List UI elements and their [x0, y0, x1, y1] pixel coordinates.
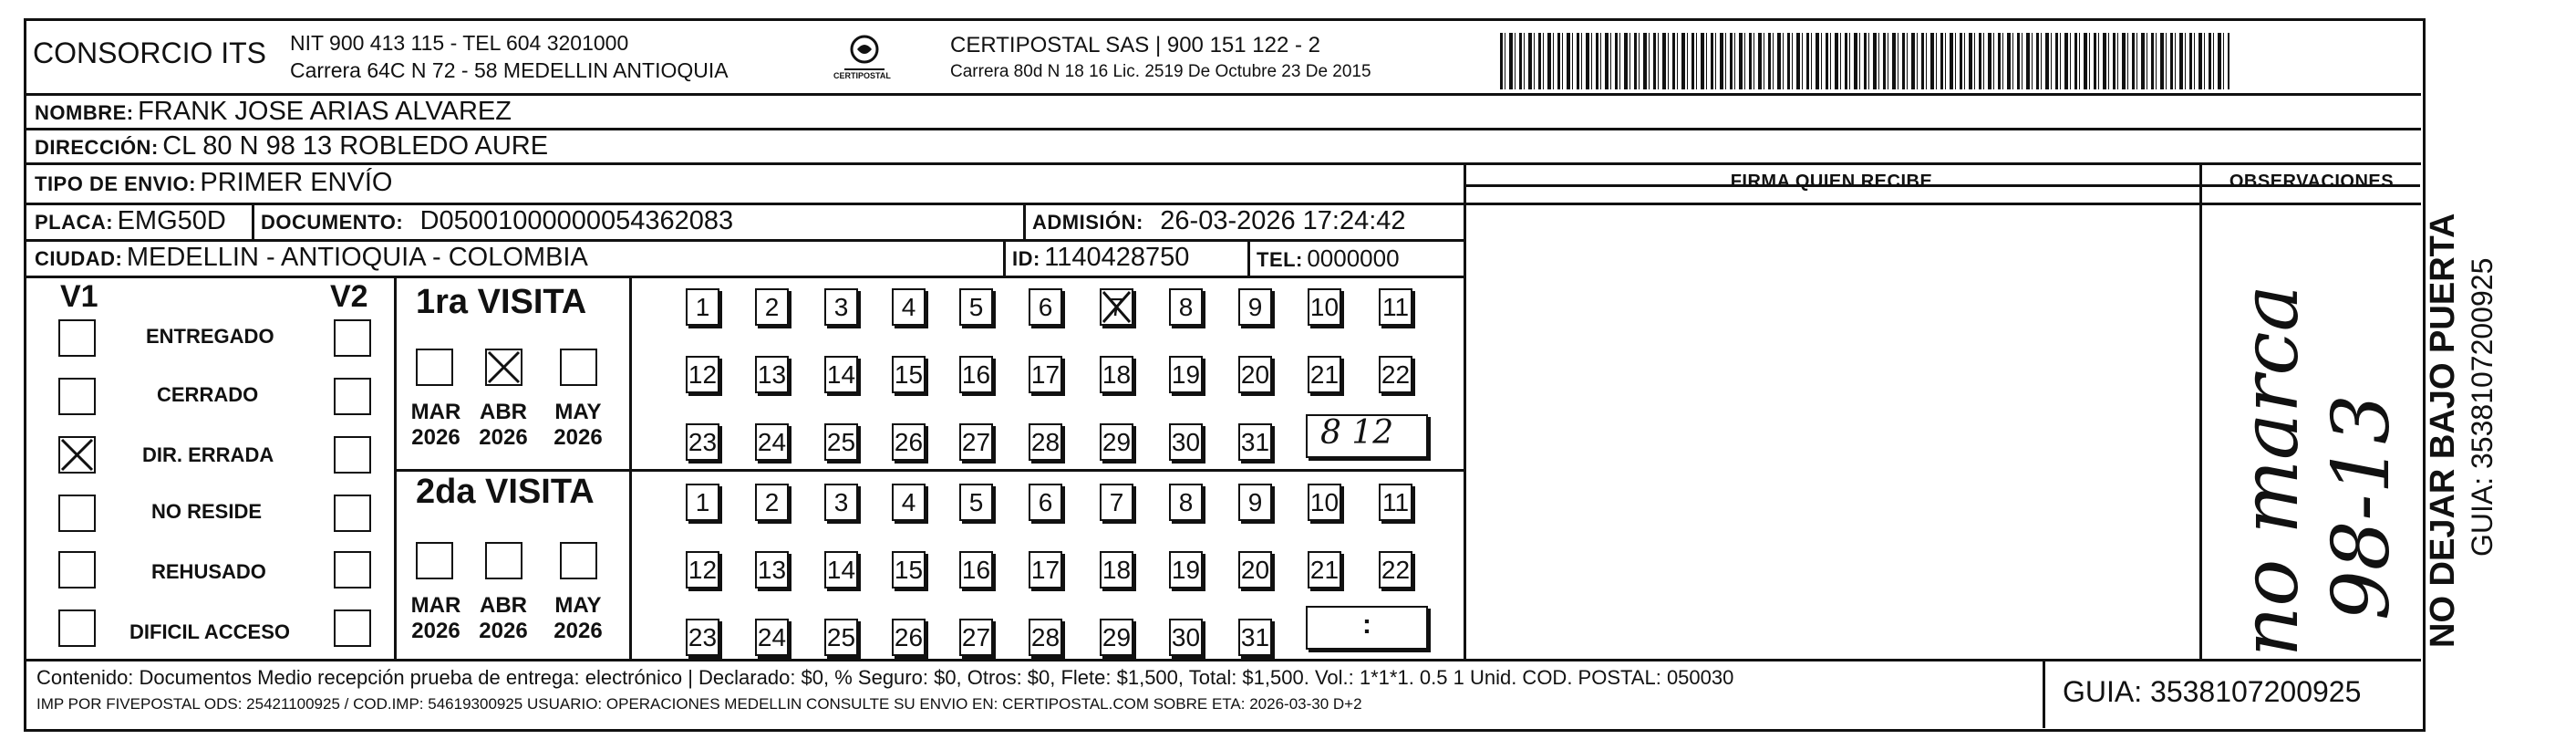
visit2-mar-checkbox[interactable] [416, 542, 453, 579]
visit2-month-mar: MAR [410, 593, 461, 618]
v1-rehusado-checkbox[interactable] [58, 551, 96, 589]
v2-dificil-acceso-checkbox[interactable] [334, 609, 371, 647]
company-nit: NIT 900 413 115 - TEL 604 3201000 [290, 31, 629, 55]
placa-label: PLACA: [35, 211, 114, 234]
direccion-label: DIRECCIÓN: [35, 136, 159, 159]
tel-label: TEL: [1257, 248, 1303, 271]
visit2-day-21[interactable]: 21 [1308, 551, 1341, 589]
v1-label: V1 [60, 279, 98, 314]
visit1-day-25[interactable]: 25 [824, 423, 858, 461]
placa-value: EMG50D [117, 206, 226, 235]
visit2-year-mar: 2026 [411, 619, 460, 643]
visit1-day-31[interactable]: 31 [1238, 423, 1272, 461]
visit1-day-13[interactable]: 13 [755, 356, 789, 393]
visit2-may-checkbox[interactable] [560, 542, 597, 579]
divider [2043, 659, 2045, 728]
visit2-day-18[interactable]: 18 [1100, 551, 1133, 589]
visit1-year-may: 2026 [553, 425, 603, 450]
ciudad-row [35, 243, 588, 273]
visit2-day-13[interactable]: 13 [755, 551, 789, 589]
visit2-year-abr: 2026 [479, 619, 528, 643]
divider [1003, 239, 1006, 276]
admision-row [1032, 206, 1406, 236]
divider [1023, 203, 1026, 239]
visit2-day-3[interactable]: 3 [824, 484, 858, 521]
visit2-day-20[interactable]: 20 [1238, 551, 1272, 589]
visit1-day-5[interactable]: 5 [959, 288, 993, 326]
divider [1464, 162, 1466, 660]
tipo-row [35, 168, 392, 198]
documento-label: DOCUMENTO: [261, 211, 404, 234]
barcode [1500, 33, 2229, 89]
visit1-day-4[interactable]: 4 [892, 288, 926, 326]
footer-info-line: IMP POR FIVEPOSTAL ODS: 25421100925 / COD.IMP: 54619300925 USUARIO: OPERACIONES MEDELLIN CONSULTE SU ENVIO EN: CERTIPOSTAL.COM SOBRE ETA: 2026-03-30 D+2 [36, 695, 1362, 713]
visit2-day-26[interactable]: 26 [892, 619, 926, 656]
visit1-day-10[interactable]: 10 [1308, 288, 1341, 326]
v2-label: V2 [330, 279, 368, 314]
check-x-icon [60, 438, 94, 472]
logo-text: CERTIPOSTAL [833, 71, 891, 80]
tel-value: 0000000 [1307, 245, 1400, 272]
admision-label: ADMISIÓN: [1032, 211, 1143, 234]
v2-dir-errada-checkbox[interactable] [334, 436, 371, 474]
documento-row [261, 206, 733, 236]
nombre-row [35, 97, 512, 127]
visit2-day-9[interactable]: 9 [1238, 484, 1272, 521]
check-x-icon [487, 350, 521, 384]
company-name: CONSORCIO ITS [33, 36, 267, 69]
visit1-day-7[interactable]: 7 [1100, 288, 1133, 326]
tel-row [1257, 245, 1400, 273]
visit2-title: 2da VISITA [416, 473, 595, 511]
visit2-day-25[interactable]: 25 [824, 619, 858, 656]
visit2-time-field[interactable] [1306, 606, 1428, 650]
divider [26, 659, 2421, 661]
visit2-day-10[interactable]: 10 [1308, 484, 1341, 521]
divider [629, 276, 632, 659]
direccion-row [35, 131, 548, 161]
v1-entregado-checkbox[interactable] [58, 319, 96, 357]
visit2-day-27[interactable]: 27 [959, 619, 993, 656]
company-address: Carrera 64C N 72 - 58 MEDELLIN ANTIOQUIA [290, 58, 729, 82]
visit2-day-17[interactable]: 17 [1029, 551, 1062, 589]
visit1-time-field[interactable] [1306, 414, 1428, 458]
footer-content-line: Contenido: Documentos Medio recepción prueba de entrega: electrónico | Declarado: $0, % Seguro: $0, Otros: $0, Flete: $1,500, Total: $1,500. Vol.: 1*1*1. 0.5 1 Unid. COD. POSTAL: 050030 [36, 666, 1734, 689]
visit1-mar-checkbox[interactable] [416, 349, 453, 386]
visit1-day-30[interactable]: 30 [1169, 423, 1203, 461]
visit1-day-18[interactable]: 18 [1100, 356, 1133, 393]
divider [26, 128, 2421, 130]
divider [26, 162, 2421, 165]
documento-value: D05001000000054362083 [419, 206, 734, 235]
id-label: ID: [1012, 247, 1040, 270]
visit1-month-may: MAY [554, 400, 602, 424]
visit2-day-2[interactable]: 2 [755, 484, 789, 521]
v1-dir-errada-checkbox[interactable] [58, 436, 96, 474]
visit1-day-22[interactable]: 22 [1379, 356, 1412, 393]
divider [2199, 162, 2202, 660]
footer-guia: GUIA: 3538107200925 [2063, 675, 2362, 708]
visit1-year-mar: 2026 [411, 425, 460, 450]
visit2-day-14[interactable]: 14 [824, 551, 858, 589]
visit2-day-5[interactable]: 5 [959, 484, 993, 521]
tipo-value: PRIMER ENVÍO [200, 168, 393, 197]
visit2-month-abr: ABR [480, 593, 527, 618]
courier-address: Carrera 80d N 18 16 Lic. 2519 De Octubre 23 De 2015 [950, 62, 1371, 81]
visit2-day-11[interactable]: 11 [1379, 484, 1412, 521]
id-value: 1140428750 [1044, 243, 1190, 272]
v2-entregado-checkbox[interactable] [334, 319, 371, 357]
visit1-day-20[interactable]: 20 [1238, 356, 1272, 393]
visit2-day-15[interactable]: 15 [892, 551, 926, 589]
nombre-label: NOMBRE: [35, 101, 134, 124]
visit1-may-checkbox[interactable] [560, 349, 597, 386]
v1-dificil-acceso-checkbox[interactable] [58, 609, 96, 647]
divider [394, 276, 397, 659]
visit2-abr-checkbox[interactable] [485, 542, 522, 579]
visit2-day-4[interactable]: 4 [892, 484, 926, 521]
visit1-day-6[interactable]: 6 [1029, 288, 1062, 326]
visit2-day-8[interactable]: 8 [1169, 484, 1203, 521]
divider [1247, 239, 1250, 276]
visit1-abr-checkbox[interactable] [485, 349, 522, 386]
v1-cerrado-checkbox[interactable] [58, 378, 96, 415]
visit2-day-6[interactable]: 6 [1029, 484, 1062, 521]
v2-no-reside-checkbox[interactable] [334, 495, 371, 532]
visit1-day-15[interactable]: 15 [892, 356, 926, 393]
visit1-day-16[interactable]: 16 [959, 356, 993, 393]
courier-name: CERTIPOSTAL SAS | 900 151 122 - 2 [950, 33, 1320, 57]
option-entregado: ENTREGADO [146, 325, 274, 348]
visit1-day-2[interactable]: 2 [755, 288, 789, 326]
visit1-year-abr: 2026 [479, 425, 528, 450]
divider [26, 276, 1464, 278]
visit1-day-8[interactable]: 8 [1169, 288, 1203, 326]
visit1-day-28[interactable]: 28 [1029, 423, 1062, 461]
visit1-day-24[interactable]: 24 [755, 423, 789, 461]
visit2-day-31[interactable]: 31 [1238, 619, 1272, 656]
handwritten-address: 98-13 [2316, 394, 2407, 620]
nombre-value: FRANK JOSE ARIAS ALVAREZ [138, 97, 512, 126]
visit2-day-7[interactable]: 7 [1100, 484, 1133, 521]
side-warning: NO DEJAR BAJO PUERTA [2424, 213, 2462, 648]
v2-rehusado-checkbox[interactable] [334, 551, 371, 589]
visit2-day-12[interactable]: 12 [686, 551, 719, 589]
visit1-day-1[interactable]: 1 [686, 288, 719, 326]
visit1-day-3[interactable]: 3 [824, 288, 858, 326]
visit1-day-26[interactable]: 26 [892, 423, 926, 461]
divider [26, 203, 2421, 205]
v2-cerrado-checkbox[interactable] [334, 378, 371, 415]
side-guia: GUIA: 3538107200925 [2466, 257, 2498, 557]
visit2-day-22[interactable]: 22 [1379, 551, 1412, 589]
visit1-day-21[interactable]: 21 [1308, 356, 1341, 393]
visit1-month-abr: ABR [480, 400, 527, 424]
option-no-reside: NO RESIDE [151, 500, 263, 523]
visit1-day-14[interactable]: 14 [824, 356, 858, 393]
visit2-day-29[interactable]: 29 [1100, 619, 1133, 656]
visit1-day-12[interactable]: 12 [686, 356, 719, 393]
visit2-day-30[interactable]: 30 [1169, 619, 1203, 656]
visit1-day-17[interactable]: 17 [1029, 356, 1062, 393]
visit2-time-value: : [1362, 609, 1371, 640]
option-rehusado: REHUSADO [151, 560, 266, 583]
handwritten-note: no marca [2225, 285, 2316, 657]
visit2-day-16[interactable]: 16 [959, 551, 993, 589]
visit2-day-19[interactable]: 19 [1169, 551, 1203, 589]
observaciones-header: OBSERVACIONES [2229, 172, 2395, 192]
visit1-day-11[interactable]: 11 [1379, 288, 1412, 326]
certipostal-logo [833, 31, 892, 86]
direccion-value: CL 80 N 98 13 ROBLEDO AURE [162, 131, 549, 161]
visit2-day-24[interactable]: 24 [755, 619, 789, 656]
v1-no-reside-checkbox[interactable] [58, 495, 96, 532]
ciudad-label: CIUDAD: [35, 247, 123, 270]
visit1-title: 1ra VISITA [416, 283, 587, 321]
placa-row [35, 206, 226, 236]
option-cerrado: CERRADO [157, 383, 259, 406]
divider [394, 469, 1464, 472]
divider [252, 203, 254, 239]
option-dificil-acceso: DIFICIL ACCESO [129, 620, 291, 643]
visit2-day-28[interactable]: 28 [1029, 619, 1062, 656]
tipo-label: TIPO DE ENVIO: [35, 172, 196, 195]
visit2-year-may: 2026 [553, 619, 603, 643]
ciudad-value: MEDELLIN - ANTIOQUIA - COLOMBIA [126, 243, 588, 272]
visit2-day-1[interactable]: 1 [686, 484, 719, 521]
visit1-day-23[interactable]: 23 [686, 423, 719, 461]
visit2-month-may: MAY [554, 593, 602, 618]
visit1-month-mar: MAR [410, 400, 461, 424]
visit1-day-27[interactable]: 27 [959, 423, 993, 461]
divider [26, 93, 2421, 96]
visit1-day-29[interactable]: 29 [1100, 423, 1133, 461]
visit2-day-23[interactable]: 23 [686, 619, 719, 656]
firma-header: FIRMA QUIEN RECIBE [1730, 172, 1933, 192]
visit1-time-value: 8 12 [1320, 414, 1394, 452]
visit1-day-19[interactable]: 19 [1169, 356, 1203, 393]
option-dir-errada: DIR. ERRADA [142, 443, 274, 466]
admision-value: 26-03-2026 17:24:42 [1160, 206, 1406, 235]
visit1-day-9[interactable]: 9 [1238, 288, 1272, 326]
id-row [1012, 243, 1189, 273]
